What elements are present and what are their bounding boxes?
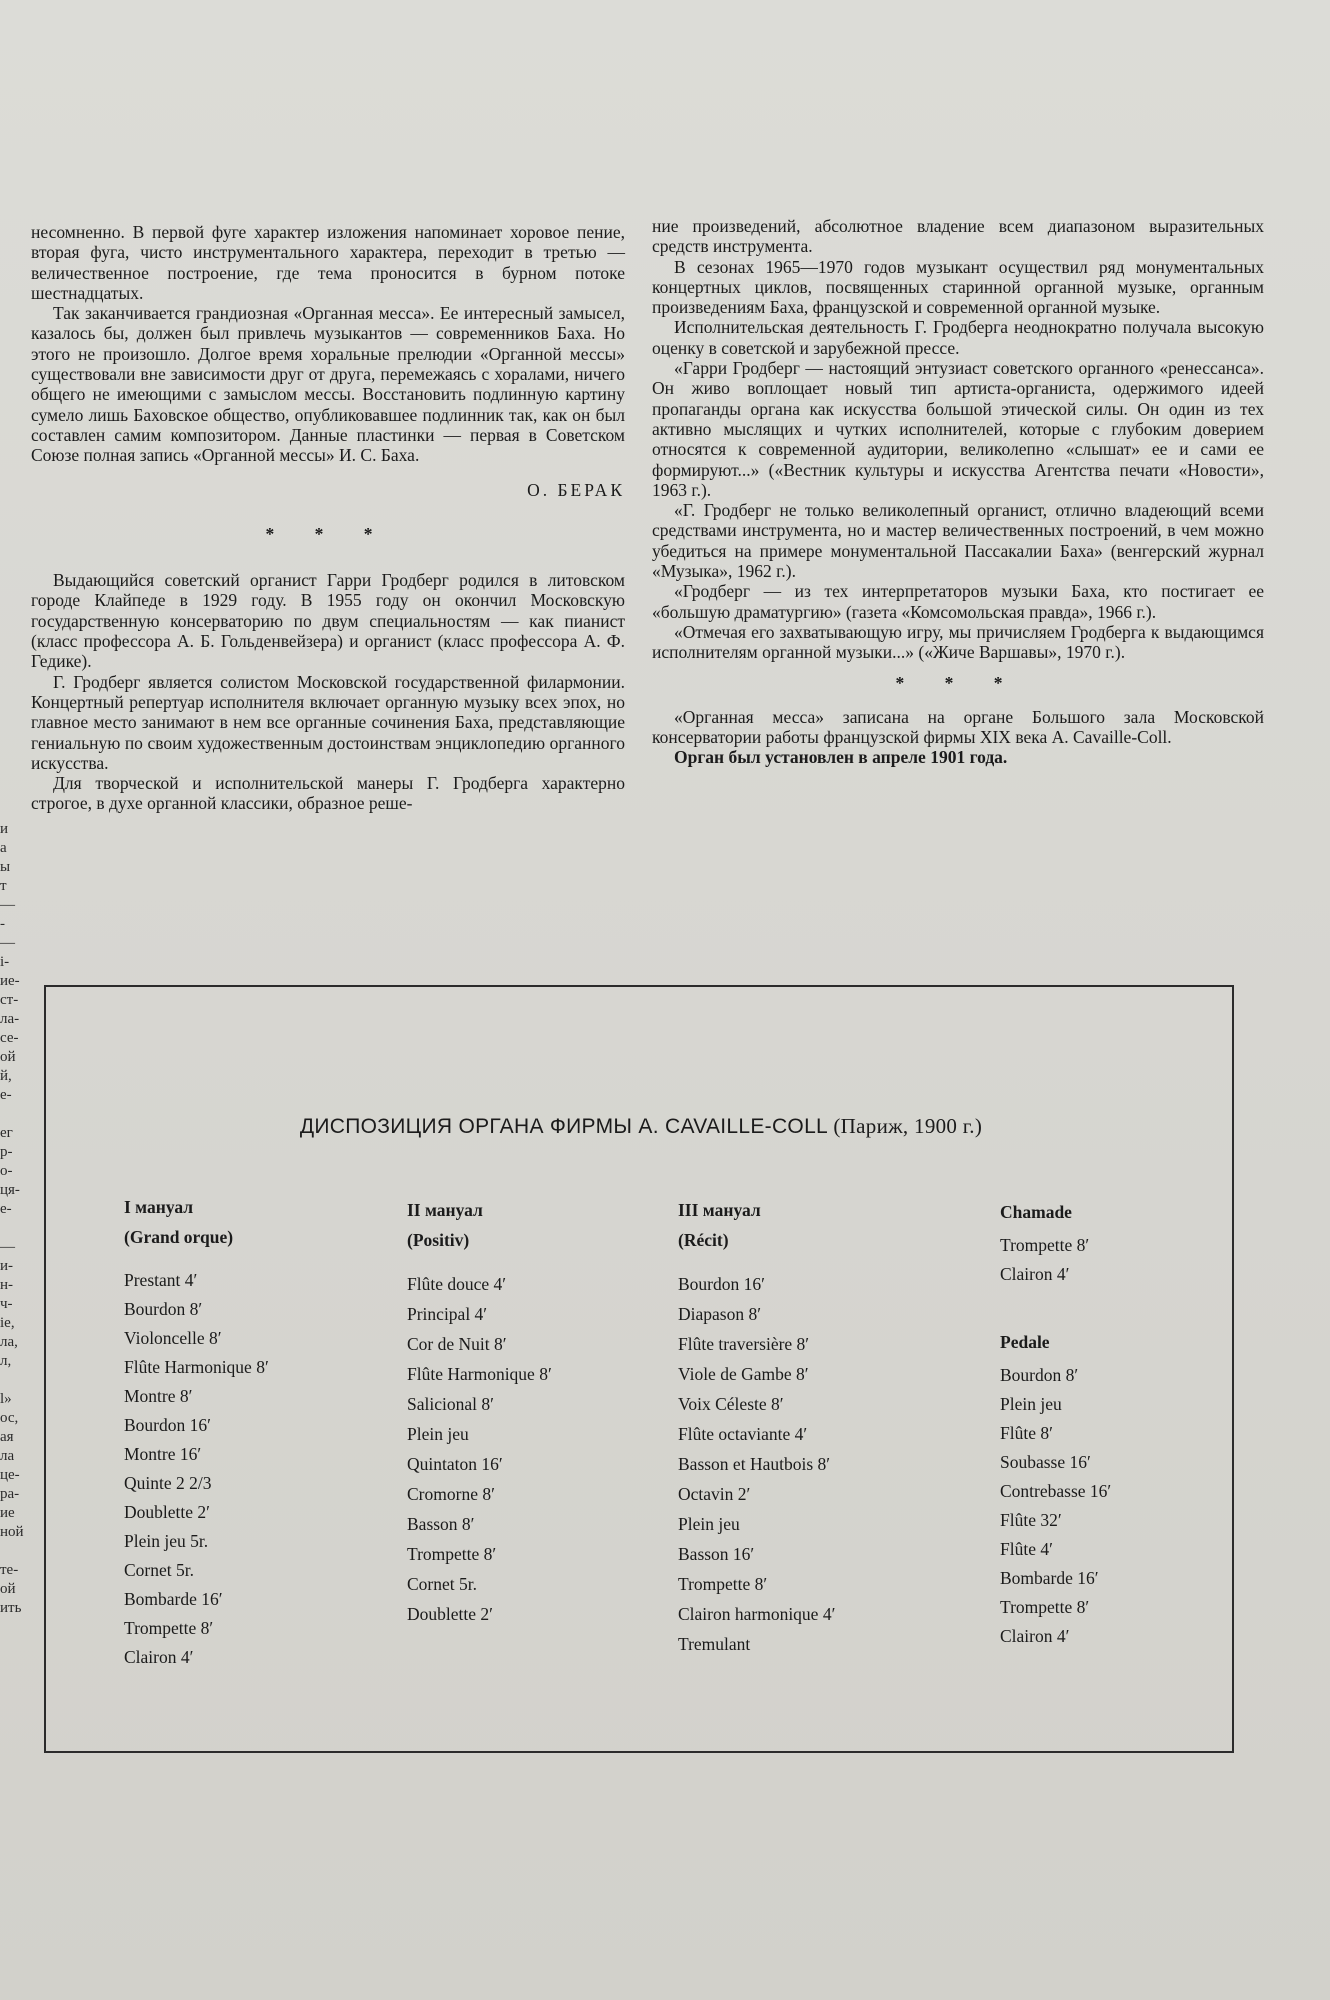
organ-stop: Flûte Harmonique 8′ xyxy=(407,1364,552,1384)
organ-stop: Clairon 4′ xyxy=(1000,1264,1070,1284)
stop-list xyxy=(678,1269,835,1659)
edge-fragment: іе, xyxy=(0,1315,15,1331)
paragraph: несомненно. В первой фуге характер изложения напоминает хоровое пение, вторая фуга, чисто инструментального характера, переходит в третью — величественное построение, где тема проносится в бурном потоке шестнадцатых. xyxy=(31,222,625,303)
edge-fragment: и xyxy=(0,821,9,837)
section-divider: * * * xyxy=(265,523,391,544)
edge-fragment xyxy=(0,1371,30,1390)
organ-stop: Viole de Gambe 8′ xyxy=(678,1364,809,1384)
edge-fragment: се- xyxy=(0,1030,19,1046)
edge-fragment xyxy=(0,1542,30,1561)
organ-stop: Voix Céleste 8′ xyxy=(678,1394,784,1414)
organ-stop: Flûte 4′ xyxy=(1000,1539,1053,1559)
edge-fragment: — xyxy=(0,1239,15,1255)
manual-heading: I мануал xyxy=(124,1197,194,1217)
organ-stop: Trompette 8′ xyxy=(678,1574,768,1594)
organ-stop: Plein jeu xyxy=(1000,1394,1062,1414)
section-divider: * * * xyxy=(895,672,1021,693)
stop-list xyxy=(407,1269,552,1629)
specification-title-main: ДИСПОЗИЦИЯ ОРГАНА ФИРМЫ A. CAVAILLE-COLL xyxy=(299,1115,828,1138)
edge-fragment: ця- xyxy=(0,1182,20,1198)
organ-stop: Salicional 8′ xyxy=(407,1394,494,1414)
edge-fragment: а xyxy=(0,840,7,856)
organ-stop: Flûte traversière 8′ xyxy=(678,1334,810,1354)
organ-stop: Clairon 4′ xyxy=(1000,1626,1070,1646)
paragraph: Для творческой и исполнительской манеры Г. Гродберга характерно строгое, в духе органной классики, образное реше- xyxy=(31,773,625,814)
paragraph: В сезонах 1965—1970 годов музыкант осуществил ряд монументальных концертных циклов, посвященных старинной органной музыке, органным произведениям Баха, французской и современной органной музыке. xyxy=(652,256,1264,318)
edge-fragment: це- xyxy=(0,1467,20,1483)
organ-stop: Montre 16′ xyxy=(124,1444,202,1464)
organ-stop: Flûte douce 4′ xyxy=(407,1274,507,1294)
edge-fragment: те- xyxy=(0,1562,19,1578)
manual-3-column xyxy=(678,1195,835,1659)
pedale-heading: Pedale xyxy=(1000,1332,1050,1352)
edge-fragment: ая xyxy=(0,1429,14,1445)
edge-fragment: н- xyxy=(0,1277,14,1293)
edge-fragment: ос, xyxy=(0,1410,19,1426)
specification-title-place-year: (Париж, 1900 г.) xyxy=(833,1114,983,1138)
organ-stop: Violoncelle 8′ xyxy=(124,1328,222,1348)
right-text-column xyxy=(652,216,1264,768)
edge-fragment: р- xyxy=(0,1144,13,1160)
organ-stop: Clairon harmonique 4′ xyxy=(678,1604,836,1624)
left-text-column xyxy=(31,222,625,814)
edge-fragment xyxy=(0,1105,30,1124)
edge-fragment: ие xyxy=(0,1505,15,1521)
stop-list xyxy=(124,1266,269,1672)
edge-fragment: о- xyxy=(0,1163,13,1179)
adjacent-page-edge-fragments xyxy=(0,820,30,1820)
organ-stop: Bombarde 16′ xyxy=(124,1589,223,1609)
manual-subheading: (Récit) xyxy=(678,1230,729,1250)
paragraph: Орган был установлен в апреле 1901 года. xyxy=(674,747,1008,768)
organ-stop: Flûte 8′ xyxy=(1000,1423,1053,1443)
organ-stop: Bourdon 16′ xyxy=(124,1415,211,1435)
organ-stop: Principal 4′ xyxy=(407,1304,488,1324)
organ-stop: Bourdon 8′ xyxy=(1000,1365,1079,1385)
manual-heading: III мануал xyxy=(678,1200,761,1220)
edge-fragment: т xyxy=(0,878,7,894)
stop-list xyxy=(1000,1231,1111,1289)
paragraph: Г. Гродберг является солистом Московской государственной филармонии. Концертный репертуар исполнителя включает органную музыку всех эпох, но главное место занимают в нем все органные сочинения Баха, представляющие гениальную по своим художественным достоинствам энциклопедию органного искусства. xyxy=(31,671,625,773)
edge-fragment: ла xyxy=(0,1448,15,1464)
quote-paragraph: «Гродберг — из тех интерпретаторов музыки Баха, кто постигает ее «большую драматургию» (газета «Комсомольская правда», 1966 г.). xyxy=(652,581,1264,622)
organ-stop: Bombarde 16′ xyxy=(1000,1568,1099,1588)
edge-fragment: ной xyxy=(0,1524,24,1540)
edge-fragment: ие- xyxy=(0,973,20,989)
edge-fragment xyxy=(0,1219,30,1238)
author-signature: О. БЕРАК xyxy=(527,479,625,500)
manual-1-column xyxy=(124,1192,269,1672)
organ-stop: Bourdon 8′ xyxy=(124,1299,203,1319)
paragraph: ние произведений, абсолютное владение всем диапазоном выразительных средств инструмента. xyxy=(652,216,1264,257)
organ-stop: Flûte octaviante 4′ xyxy=(678,1424,808,1444)
organ-stop: Plein jeu xyxy=(407,1424,469,1444)
manual-heading: II мануал xyxy=(407,1200,483,1220)
manual-2-column xyxy=(407,1195,552,1629)
organ-stop: Trompette 8′ xyxy=(407,1544,497,1564)
paragraph: Так заканчивается грандиозная «Органная месса». Ее интересный замысел, казалось бы, должен был привлечь музыкантов — современников Баха. Но этого не произошло. Долгое время хоральные прелюдии «Органной мессы» существовали вне зависимости друг от друга, перемежаясь с хоралами, ничего общего не имеющими с замыслом мессы. Восстановить подлинную картину сумело лишь Баховское общество, опубликовавшее подлинник так, как он был составлен самим композитором. Данные пластинки — первая в Советском Союзе полная запись «Органной мессы» И. С. Баха. xyxy=(31,303,625,466)
chamade-pedale-column xyxy=(1000,1197,1111,1651)
edge-fragment: л, xyxy=(0,1353,12,1369)
quote-paragraph: «Г. Гродберг не только великолепный органист, отлично владеющий всеми средствами инструмента, но и мастер величественных построений, в чем можно убедиться на примере монументальной Пассакалии Баха» (венгерский журнал «Музыка», 1962 г.). xyxy=(652,500,1264,582)
edge-fragment: ой xyxy=(0,1049,16,1065)
paragraph: Выдающийся советский органист Гарри Гродберг родился в литовском городе Клайпеде в 1929 году. В 1955 году он окончил Московскую государственную консерваторию по двум специальностям — как пианист (класс профессора А. Б. Гольденвейзера) и органист (класс профессора А. Ф. Гедике). xyxy=(31,570,625,672)
organ-stop: Plein jeu 5r. xyxy=(124,1531,209,1551)
organ-stop: Doublette 2′ xyxy=(124,1502,210,1522)
stop-list xyxy=(1000,1361,1111,1651)
edge-fragment: ст- xyxy=(0,992,19,1008)
edge-fragment: й, xyxy=(0,1068,12,1084)
quote-paragraph: «Гарри Гродберг — настоящий энтузиаст советского органного «ренессанса». Он живо воплощает новый тип артиста-органиста, одержимого идеей пропаганды органа как искусства большой этической силы. Он один из тех активно мыслящих и чутких исполнителей, которые с глубоким доверием относятся к современной аудитории, великолепно «слышат» ее и сами ее формируют...» («Вестник культуры и искусства Агентства печати «Новости», 1963 г.). xyxy=(652,358,1264,500)
edge-fragment: ы xyxy=(0,859,11,875)
manual-subheading: (Positiv) xyxy=(407,1230,470,1250)
organ-stop: Basson 8′ xyxy=(407,1514,475,1534)
organ-stop: Bourdon 16′ xyxy=(678,1274,765,1294)
organ-stop: Cromorne 8′ xyxy=(407,1484,495,1504)
organ-stop: Montre 8′ xyxy=(124,1386,193,1406)
edge-fragment: — xyxy=(0,935,15,951)
organ-stop: Trompette 8′ xyxy=(124,1618,214,1638)
organ-stop: Octavin 2′ xyxy=(678,1484,751,1504)
organ-stop: Contrebasse 16′ xyxy=(1000,1481,1112,1501)
edge-fragment: ить xyxy=(0,1600,22,1616)
edge-fragment: ра- xyxy=(0,1486,20,1502)
edge-fragment: ег xyxy=(0,1125,13,1141)
edge-fragment: и- xyxy=(0,1258,14,1274)
organ-stop: Cornet 5r. xyxy=(124,1560,194,1580)
specification-title xyxy=(46,1114,1236,1139)
organ-stop: Diapason 8′ xyxy=(678,1304,762,1324)
edge-fragment: - xyxy=(0,916,5,932)
organ-stop: Cornet 5r. xyxy=(407,1574,477,1594)
quote-paragraph: «Отмечая его захватывающую игру, мы причисляем Гродберга к выдающимся исполнителям органной музыки...» («Жиче Варшавы», 1970 г.). xyxy=(652,621,1264,663)
organ-stop: Quinte 2 2/3 xyxy=(124,1473,212,1493)
paragraph: Исполнительская деятельность Г. Гродберга неоднократно получала высокую оценку в советской и зарубежной прессе. xyxy=(652,317,1264,358)
edge-fragment: е- xyxy=(0,1201,12,1217)
organ-stop: Flûte 32′ xyxy=(1000,1510,1062,1530)
edge-fragment: е- xyxy=(0,1087,12,1103)
organ-stop: Clairon 4′ xyxy=(124,1647,194,1667)
paragraph: «Органная месса» записана на органе Большого зала Московской консерватории работы французской фирмы XIX века A. Cavaille-Coll. xyxy=(652,706,1264,748)
organ-stop: Soubasse 16′ xyxy=(1000,1452,1091,1472)
organ-stop: Basson et Hautbois 8′ xyxy=(678,1454,831,1474)
organ-stop: Prestant 4′ xyxy=(124,1270,198,1290)
chamade-heading: Chamade xyxy=(1000,1202,1072,1222)
organ-stop: Tremulant xyxy=(678,1634,751,1654)
organ-stop: Quintaton 16′ xyxy=(407,1454,503,1474)
organ-stop: Flûte Harmonique 8′ xyxy=(124,1357,269,1377)
organ-stop: Plein jeu xyxy=(678,1514,740,1534)
edge-fragment: — xyxy=(0,897,15,913)
edge-fragment: ой xyxy=(0,1581,16,1597)
edge-fragment: l» xyxy=(0,1391,12,1407)
organ-specification-box xyxy=(44,985,1234,1753)
edge-fragment: ла- xyxy=(0,1011,20,1027)
organ-stop: Cor de Nuit 8′ xyxy=(407,1334,507,1354)
organ-stop: Basson 16′ xyxy=(678,1544,755,1564)
edge-fragment: ла, xyxy=(0,1334,18,1350)
manual-subheading: (Grand orque) xyxy=(124,1227,234,1247)
edge-fragment: ч- xyxy=(0,1296,13,1312)
organ-stop: Trompette 8′ xyxy=(1000,1597,1090,1617)
organ-stop: Doublette 2′ xyxy=(407,1604,493,1624)
organ-stop: Trompette 8′ xyxy=(1000,1235,1090,1255)
edge-fragment: і- xyxy=(0,954,10,970)
